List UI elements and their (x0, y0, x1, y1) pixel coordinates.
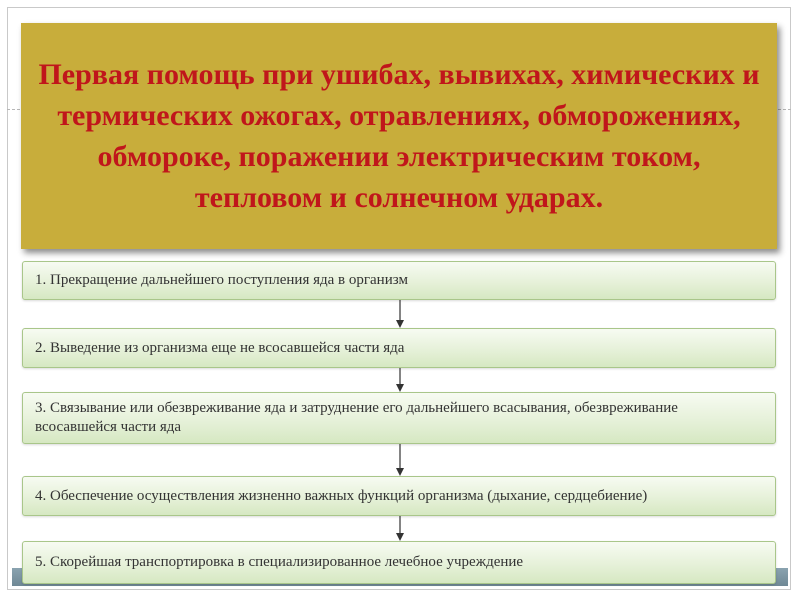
arrow-down-icon (395, 444, 405, 476)
step-5-box (22, 541, 776, 584)
step-5-text: 5. Скорейшая транспортировка в специализированное лечебное учреждение (35, 554, 524, 570)
title-box (21, 23, 777, 249)
step-1-text: 1. Прекращение дальнейшего поступления яда в организм (35, 272, 408, 288)
step-2-text: 2. Выведение из организма еще не всосавшейся части яда (35, 339, 405, 356)
step-1-box (22, 261, 776, 300)
arrow-down-icon (395, 516, 405, 541)
arrow-down-icon (395, 368, 405, 392)
step-4-box (22, 476, 776, 516)
slide-title: Первая помощь при ушибах, вывихах, химических и термических ожогах, отравлениях, обморожениях, обмороке, поражении электрическим током, тепловом и солнечном ударах. (38, 58, 760, 214)
step-3-box (22, 392, 776, 444)
step-3-text: 3. Связывание или обезвреживание яда и затруднение его дальнейшего всасывания, обезвреживание всосавшейся части яда (35, 400, 678, 435)
step-2-box (22, 328, 776, 368)
arrow-down-icon (395, 300, 405, 328)
step-4-text: 4. Обеспечение осуществления жизненно важных функций организма (дыхание, сердцебиение) (35, 487, 648, 504)
